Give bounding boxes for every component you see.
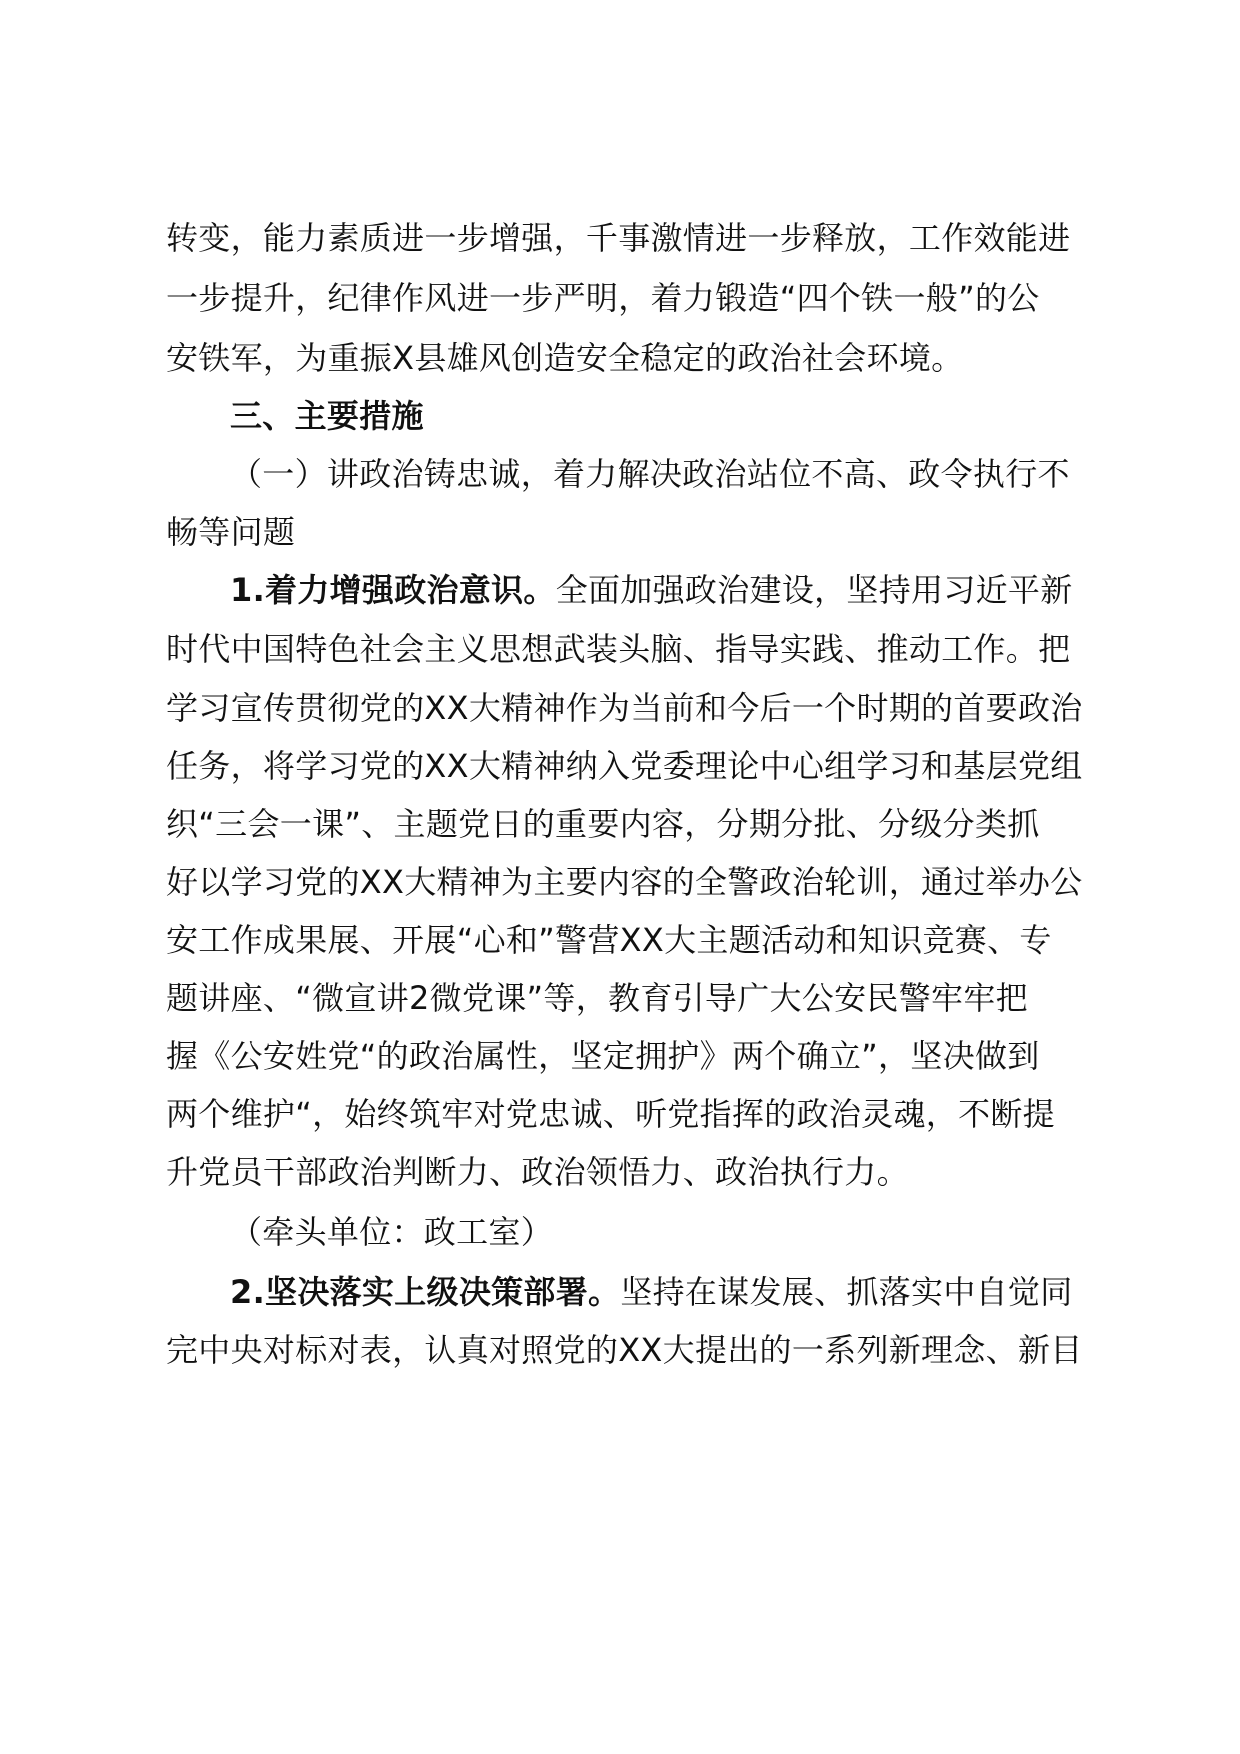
section-heading: 三、主要措施 [230,397,424,435]
body-text-line: 安工作成果展、开展“心和”警营XX大主题活动和知识竞赛、专 [166,921,1052,959]
body-text-line: 任务，将学习党的XX大精神纳入党委理论中心组学习和基层党组 [166,747,1083,785]
body-text-line: 两个维护“，始终筑牢对党忠诚、听党指挥的政治灵魂，不断提 [166,1095,1055,1133]
body-text-line: 一步提升，纪律作风进一步严明，着力锻造“四个铁一般”的公 [166,279,1040,317]
item-2-title: 2.坚决落实上级决策部署。 [230,1273,621,1311]
body-text-line: 好以学习党的XX大精神为主要内容的全警政治轮训，通过举办公 [166,863,1083,901]
body-text-line: 学习宣传贯彻党的XX大精神作为当前和今后一个时期的首要政治 [166,689,1083,727]
body-text-line: 织“三会一课”、主题党日的重要内容，分期分批、分级分类抓 [166,805,1040,843]
item-2-text: 坚持在谋发展、抓落实中自觉同 [620,1273,1073,1311]
subsection-heading: （一）讲政治铸忠诚，着力解决政治站位不高、政令执行不 [230,455,1070,493]
body-text-line: 转变，能力素质进一步增强，千事激情进一步释放，工作效能进 [166,219,1071,257]
body-text-line: 完中央对标对表，认真对照党的XX大提出的一系列新理念、新目 [166,1331,1083,1369]
item-2-paragraph-start [230,1260,1126,1324]
item-1-paragraph-start [230,558,1126,622]
body-text-line: 升党员干部政治判断力、政治领悟力、政治执行力。 [166,1153,909,1191]
body-text-line: 安铁军，为重振X县雄风创造安全稳定的政治社会环境。 [166,339,964,377]
subsection-heading-continued: 畅等问题 [166,513,296,551]
body-text-line: 时代中国特色社会主义思想武装头脑、指导实践、推动工作。把 [166,630,1071,668]
body-text-line: 题讲座、“微宣讲2微党课”等，教育引导广大公安民警牢牢把 [166,979,1028,1017]
lead-unit-note: （牵头单位：政工室） [230,1213,554,1251]
item-1-text: 全面加强政治建设，坚持用习近平新 [555,571,1073,609]
body-text-line: 握《公安姓党“的政治属性，坚定拥护》两个确立”，坚决做到 [166,1037,1040,1075]
item-1-title: 1.着力增强政治意识。 [230,571,556,609]
